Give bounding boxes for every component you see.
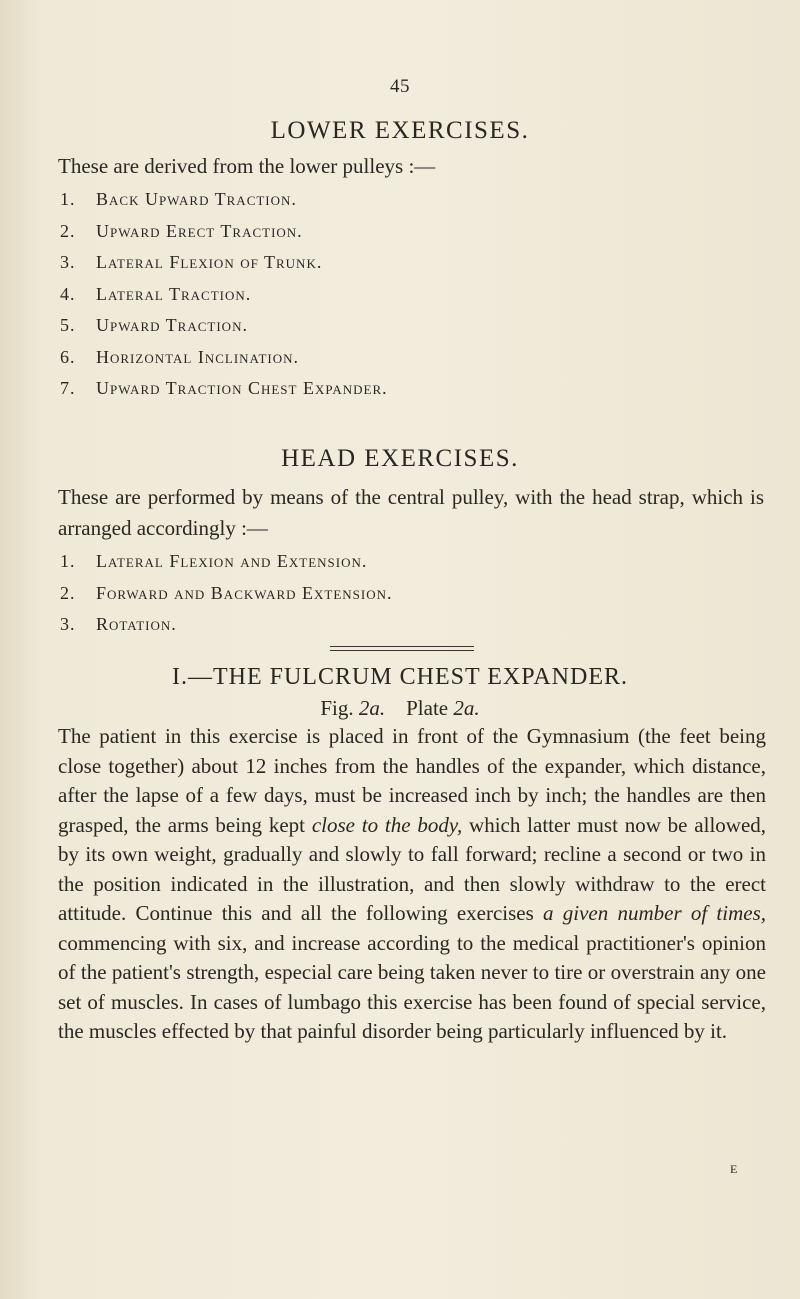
divider-rule xyxy=(330,650,474,651)
page-number: 45 xyxy=(390,76,410,97)
head-exercises-heading: HEAD EXERCISES. xyxy=(281,445,519,472)
head-exercises-list xyxy=(60,546,393,641)
plate-number: 2a. xyxy=(453,696,480,720)
paragraph-text: commencing with six, and increase according to the medical practitioner's opinion of the patient's strength, especial care being taken never to tire or overstrain any one set of muscles. In cases of lumbago this exercise has been found of special service, the muscles effected by that painful disorder being particularly influenced by it. xyxy=(58,930,766,1043)
item-number: 4. xyxy=(60,283,76,304)
fig-number: 2a. xyxy=(358,696,386,720)
item-label: Upward Traction Chest Expander. xyxy=(96,378,388,398)
list-item xyxy=(60,373,388,405)
item-label: Upward Erect Traction. xyxy=(96,220,303,241)
lower-exercises-heading: LOWER EXERCISES. xyxy=(270,117,530,144)
lower-exercises-intro: These are derived from the lower pulleys :— xyxy=(58,154,436,178)
figure-reference xyxy=(0,696,800,721)
lower-exercises-list xyxy=(60,184,388,405)
item-number: 3. xyxy=(60,252,76,272)
item-label: Lateral Flexion and Extension. xyxy=(96,551,368,571)
section-heading: I.—THE FULCRUM CHEST EXPANDER. xyxy=(171,664,629,690)
paragraph-text: The patient in this exercise is placed in front of the Gymnasium (the feet being close together) about 12 inches from the handles of the expander, which distance, after the lapse of a few days, must be increased inch by inch; the handles are then grasped, the arms being kept xyxy=(58,724,766,837)
item-number: 2. xyxy=(60,220,76,241)
item-label: Back Upward Traction. xyxy=(96,189,297,209)
item-label: Rotation. xyxy=(96,614,177,634)
plate-label: Plate xyxy=(406,696,449,720)
signature-mark: E xyxy=(730,1162,738,1176)
list-item xyxy=(60,310,388,342)
paragraph-text: which latter must now be allowed, by its own weight, gradually and slowly to fall forward; recline a second or two in the position indicated in the illustration, and then slowly withdraw to the erect attitude. Continue this and all the following exercises xyxy=(58,812,767,925)
body-paragraph xyxy=(58,722,766,1047)
fig-label: Fig. xyxy=(320,696,354,720)
item-number: 2. xyxy=(60,582,76,603)
item-number: 7. xyxy=(60,378,76,398)
item-number: 6. xyxy=(60,346,76,367)
list-item xyxy=(60,184,388,216)
list-item xyxy=(60,578,393,610)
item-number: 5. xyxy=(60,315,76,335)
emphasis-text: close to the body, xyxy=(311,812,463,837)
emphasis-text: a given number of times, xyxy=(543,901,767,925)
list-item xyxy=(60,279,388,311)
item-label: Horizontal Inclination. xyxy=(96,346,300,367)
item-number: 3. xyxy=(60,614,76,634)
divider-rule xyxy=(330,646,474,647)
item-label: Forward and Backward Extension. xyxy=(96,582,393,603)
head-exercises-intro: These are performed by means of the central pulley, with the head strap, which is arranged accordingly :— xyxy=(58,485,764,540)
list-item xyxy=(60,216,388,248)
item-label: Lateral Flexion of Trunk. xyxy=(96,252,323,272)
list-item xyxy=(60,546,393,578)
item-label: Lateral Traction. xyxy=(96,283,252,304)
item-number: 1. xyxy=(60,189,76,209)
list-item xyxy=(60,342,388,374)
list-item xyxy=(60,247,388,279)
item-label: Upward Traction. xyxy=(96,315,248,335)
list-item xyxy=(60,609,393,641)
item-number: 1. xyxy=(60,551,76,571)
